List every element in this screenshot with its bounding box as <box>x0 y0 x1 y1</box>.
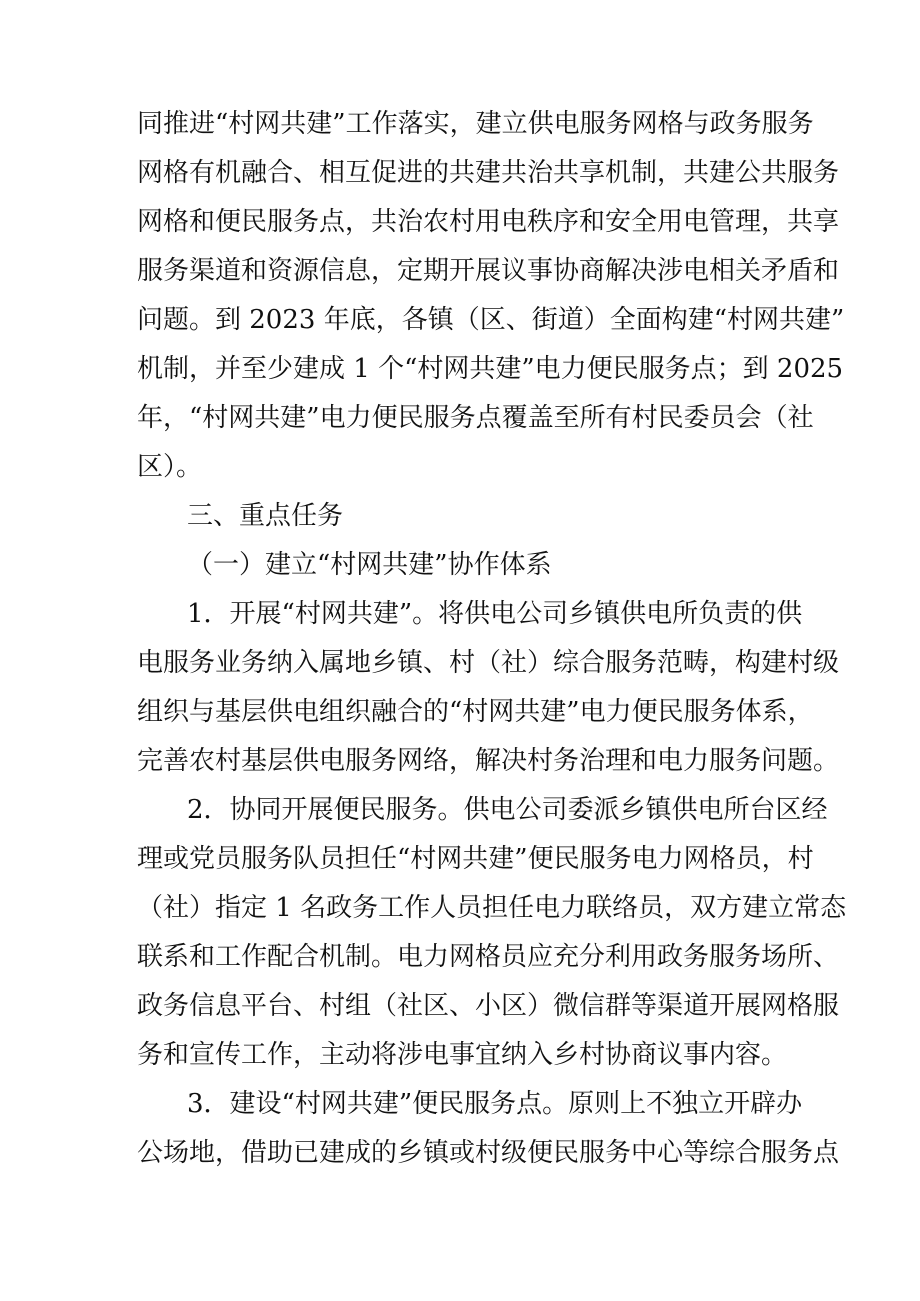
item-2-line-1: 2．协同开展便民服务。供电公司委派乡镇供电所台区经 <box>187 795 828 825</box>
item-1-line-4: 完善农村基层供电服务网络，解决村务治理和电力服务问题。 <box>137 746 840 776</box>
paragraph-line-8: 区）。 <box>137 452 203 482</box>
item-3-line-1: 3．建设“村网共建”便民服务点。原则上不独立开辟办 <box>187 1089 803 1119</box>
item-1-line-2: 电服务业务纳入属地乡镇、村（社）综合服务范畴，构建村级 <box>137 648 840 678</box>
item-2-line-4: 联系和工作配合机制。电力网格员应充分利用政务服务场所、 <box>137 942 840 972</box>
paragraph-line-5: 问题。到 2023 年底，各镇（区、街道）全面构建“村网共建” <box>137 305 845 335</box>
paragraph-line-1: 同推进“村网共建”工作落实，建立供电服务网格与政务服务 <box>137 109 814 139</box>
item-2-line-2: 理或党员服务队员担任“村网共建”便民服务电力网格员，村 <box>137 844 814 874</box>
paragraph-line-6: 机制，并至少建成 1 个“村网共建”电力便民服务点；到 2025 <box>137 354 844 384</box>
paragraph-line-2: 网格有机融合、相互促进的共建共治共享机制，共建公共服务 <box>137 158 840 188</box>
paragraph-line-4: 服务渠道和资源信息，定期开展议事协商解决涉电相关矛盾和 <box>137 256 840 286</box>
item-1-line-3: 组织与基层供电组织融合的“村网共建”电力便民服务体系， <box>137 697 814 727</box>
item-2-line-5: 政务信息平台、村组（社区、小区）微信群等渠道开展网格服 <box>137 991 840 1021</box>
item-2-line-6: 务和宣传工作，主动将涉电事宜纳入乡村协商议事内容。 <box>137 1040 788 1070</box>
paragraph-line-7: 年，“村网共建”电力便民服务点覆盖至所有村民委员会（社 <box>137 403 814 433</box>
subsection-heading: （一）建立“村网共建”协作体系 <box>187 550 552 580</box>
paragraph-line-3: 网格和便民服务点，共治农村用电秩序和安全用电管理，共享 <box>137 207 840 237</box>
item-3-line-2: 公场地，借助已建成的乡镇或村级便民服务中心等综合服务点 <box>137 1138 840 1168</box>
item-1-line-1: 1．开展“村网共建”。将供电公司乡镇供电所负责的供 <box>187 599 803 629</box>
section-heading: 三、重点任务 <box>187 501 344 531</box>
item-2-line-3: （社）指定 1 名政务工作人员担任电力联络员，双方建立常态 <box>137 893 847 923</box>
